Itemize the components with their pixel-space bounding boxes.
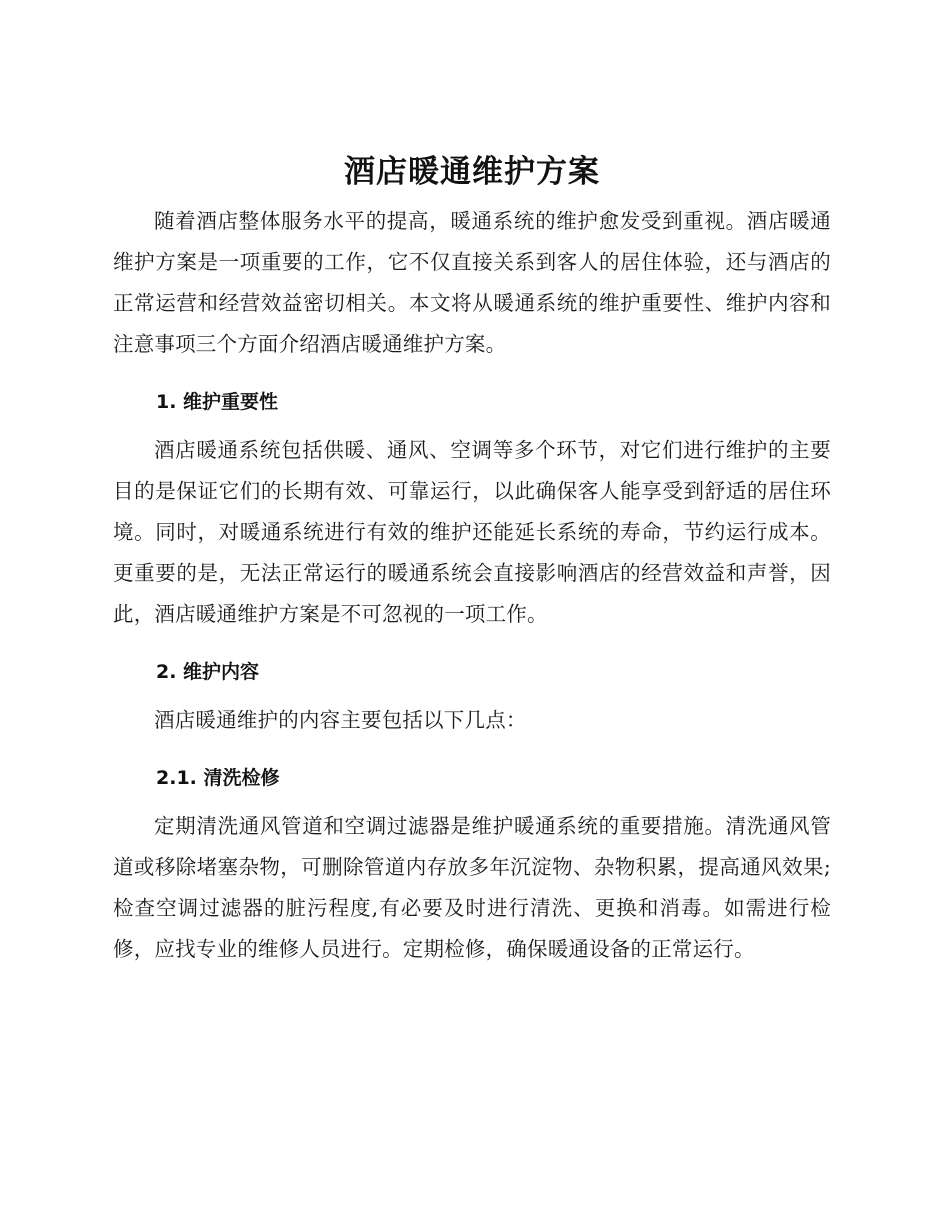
section-heading-importance: 1. 维护重要性 [156,391,279,413]
document-content [113,150,831,970]
intro-paragraph: 随着酒店整体服务水平的提高，暖通系统的维护愈发受到重视。酒店暖通维护方案是一项重要的工作，它不仅直接关系到客人的居住体验，还与酒店的正常运营和经营效益密切相关。本文将从暖通系统的维护重要性、维护内容和注意事项三个方面介绍酒店暖通维护方案。 [113,209,831,356]
section-body-cleaning: 定期清洗通风管道和空调过滤器是维护暖通系统的重要措施。清洗通风管道或移除堵塞杂物，可删除管道内存放多年沉淀物、杂物积累，提高通风效果;检查空调过滤器的脏污程度,有必要及时进行清洗、更换和消毒。如需进行检修，应找专业的维修人员进行。定期检修，确保暖通设备的正常运行。 [113,814,831,961]
document-title: 酒店暖通维护方案 [344,154,600,190]
section-body-importance: 酒店暖通系统包括供暖、通风、空调等多个环节，对它们进行维护的主要目的是保证它们的长期有效、可靠运行，以此确保客人能享受到舒适的居住环境。同时，对暖通系统进行有效的维护还能延长系统的寿命，节约运行成本。更重要的是，无法正常运行的暖通系统会直接影响酒店的经营效益和声誉，因此，酒店暖通维护方案是不可忽视的一项工作。 [113,438,831,626]
section-heading-content: 2. 维护内容 [156,661,260,683]
section-body-content: 酒店暖通维护的内容主要包括以下几点： [154,708,527,732]
section-heading-cleaning: 2.1. 清洗检修 [156,767,280,789]
